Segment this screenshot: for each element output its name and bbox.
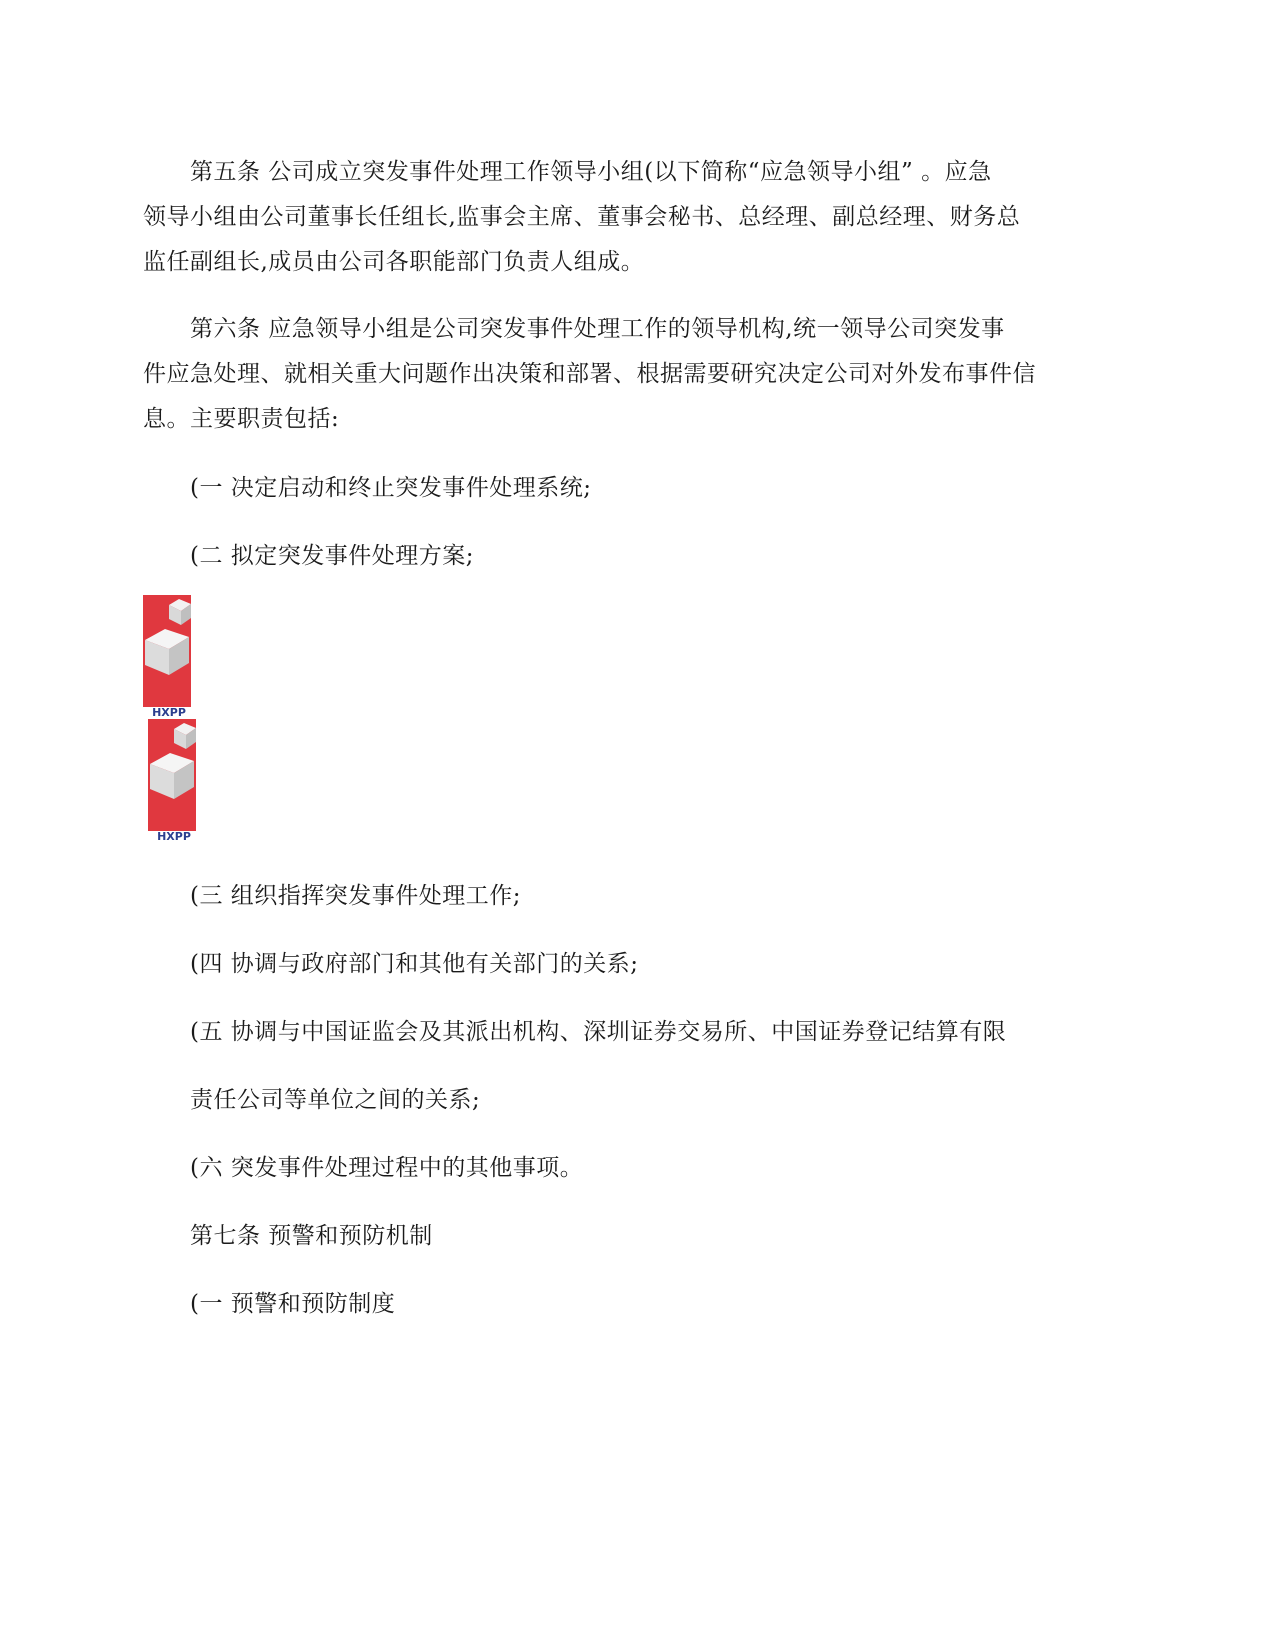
hxpp-logo-graphic (148, 719, 200, 831)
item2: (二 拟定突发事件处理方案; (190, 543, 475, 569)
article6-line1: 第六条 应急领导小组是公司突发事件处理工作的领导机构,统一领导公司突发事 (190, 316, 1005, 342)
item5-line2: 责任公司等单位之间的关系; (190, 1087, 481, 1113)
item6: (六 突发事件处理过程中的其他事项。 (190, 1155, 584, 1181)
article5-line1: 第五条 公司成立突发事件处理工作领导小组(以下简称“应急领导小组” 。应急 (190, 159, 992, 185)
article7-sub1: (一 预警和预防制度 (190, 1291, 396, 1317)
article6-line2: 件应急处理、就相关重大问题作出决策和部署、根据需要研究决定公司对外发布事件信 (143, 361, 1036, 387)
hxpp-logo-text: HXPP (152, 706, 186, 719)
article5-line3: 监任副组长,成员由公司各职能部门负责人组成。 (143, 249, 645, 275)
hxpp-logo-text: HXPP (157, 830, 191, 843)
article6-line3: 息。主要职责包括: (143, 406, 340, 432)
item1: (一 决定启动和终止突发事件处理系统; (190, 475, 592, 501)
article7-title: 第七条 预警和预防机制 (190, 1223, 433, 1249)
hxpp-logo (143, 595, 195, 719)
item4: (四 协调与政府部门和其他有关部门的关系; (190, 951, 639, 977)
article5-line2: 领导小组由公司董事长任组长,监事会主席、董事会秘书、总经理、副总经理、财务总 (143, 204, 1021, 230)
item5-line1: (五 协调与中国证监会及其派出机构、深圳证券交易所、中国证券登记结算有限 (190, 1019, 1007, 1045)
hxpp-logo-graphic (143, 595, 195, 707)
item3: (三 组织指挥突发事件处理工作; (190, 883, 522, 909)
hxpp-logo (148, 719, 200, 843)
